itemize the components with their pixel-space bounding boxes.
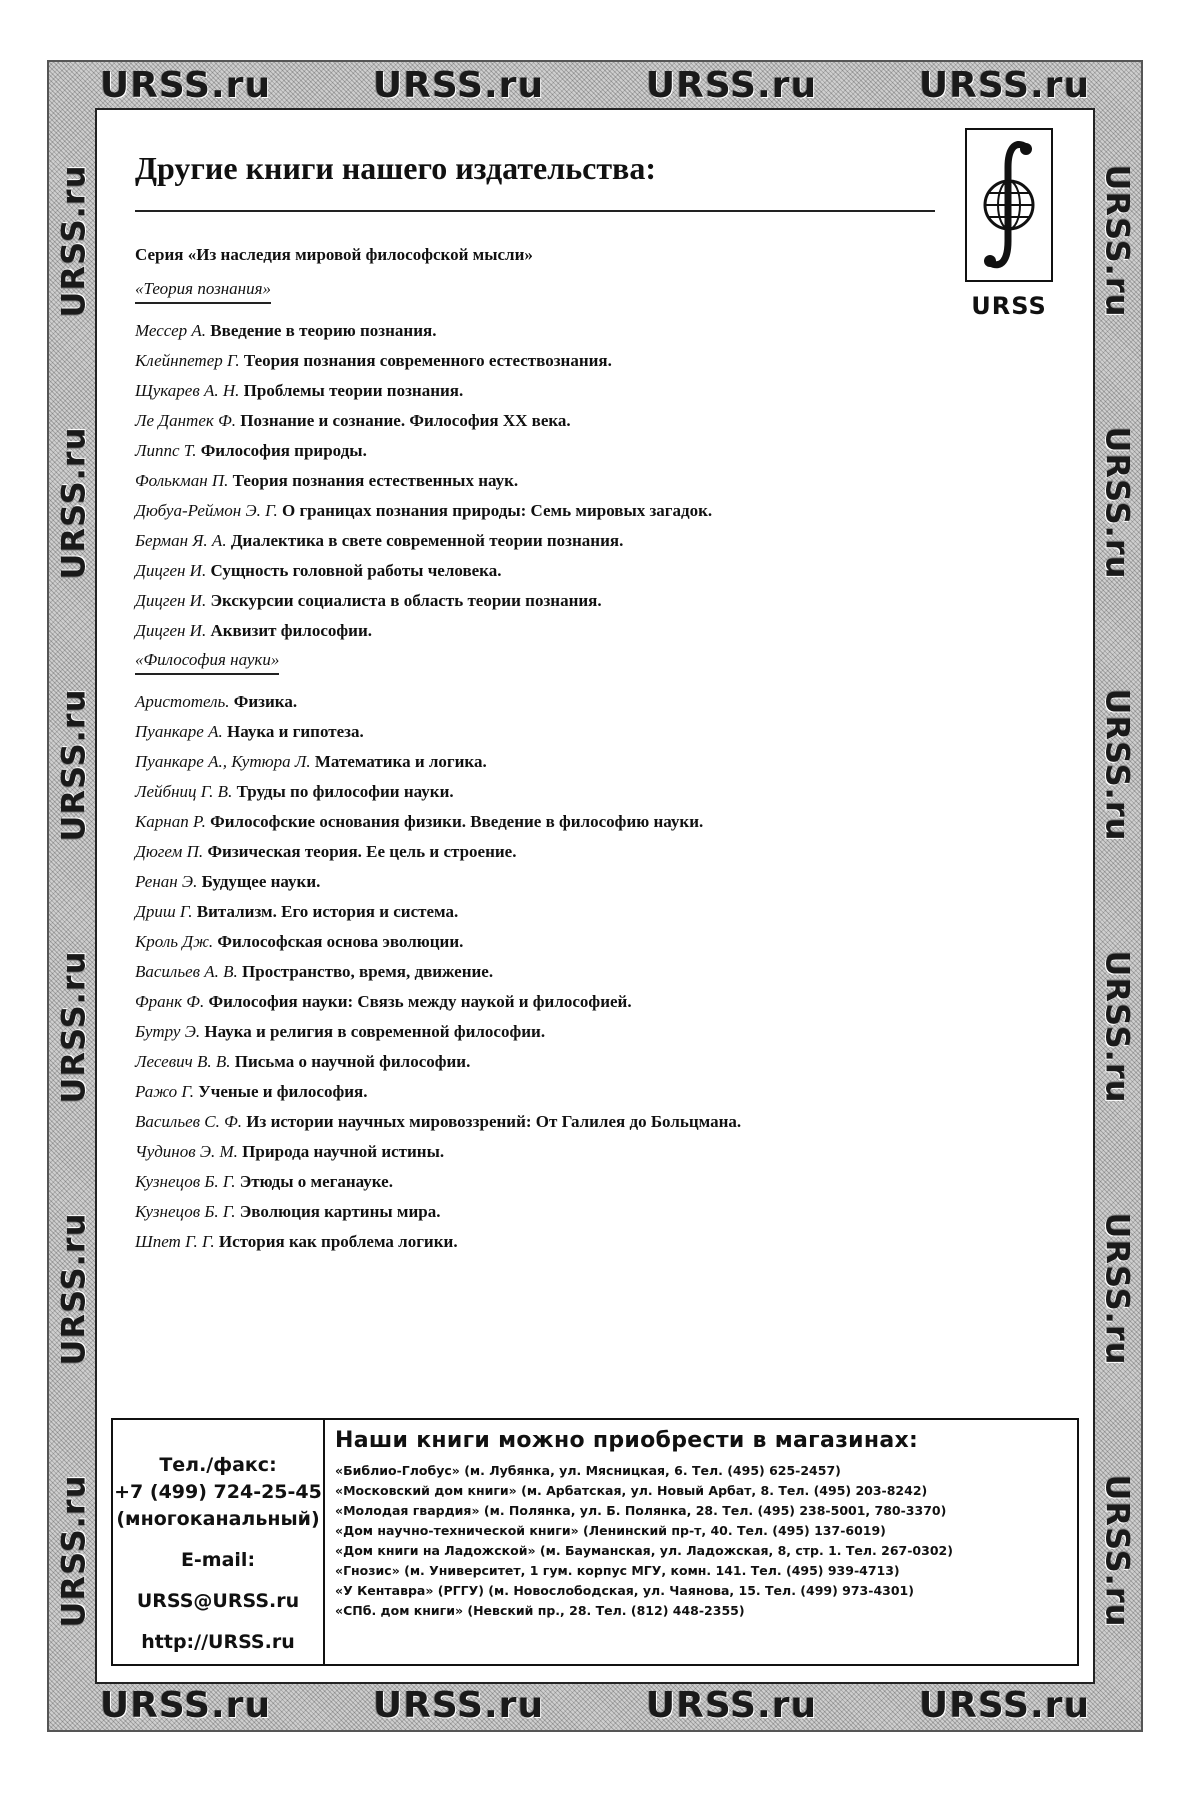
watermark-text: URSS.ru <box>1098 164 1136 318</box>
book-entry <box>135 1227 955 1257</box>
book-author: Дицген И. <box>135 591 207 610</box>
book-entry <box>135 346 955 376</box>
book-title: Экскурсии социалиста в область теории познания. <box>210 591 602 610</box>
book-author: Клейнпетер Г. <box>135 351 240 370</box>
book-section <box>135 275 955 646</box>
book-title: Наука и религия в современной философии. <box>204 1022 546 1041</box>
book-title: Философия природы. <box>200 441 367 460</box>
book-author: Кузнецов Б. Г. <box>135 1202 236 1221</box>
book-author: Бутру Э. <box>135 1022 201 1041</box>
book-author: Кузнецов Б. Г. <box>135 1172 236 1191</box>
contacts-gap <box>113 1574 323 1588</box>
book-title: Введение в теорию познания. <box>210 321 437 340</box>
phone-label: Тел./факс: <box>159 1454 277 1476</box>
book-author: Ренан Э. <box>135 872 198 891</box>
watermark-text: URSS.ru <box>645 1685 818 1726</box>
book-title: Ученые и философия. <box>198 1082 368 1101</box>
book-title: Наука и гипотеза. <box>226 722 364 741</box>
book-entry <box>135 807 955 837</box>
book-author: Лейбниц Г. В. <box>135 782 233 801</box>
book-author: Пуанкаре А. <box>135 722 223 741</box>
book-title: Письма о научной философии. <box>234 1052 471 1071</box>
stores-box <box>111 1418 1079 1666</box>
book-author: Щукарев А. Н. <box>135 381 240 400</box>
book-title: Будущее науки. <box>201 872 321 891</box>
book-entry <box>135 1197 955 1227</box>
website-url: http://URSS.ru <box>141 1631 295 1653</box>
book-author: Дицген И. <box>135 561 207 580</box>
watermark-text: URSS.ru <box>1098 950 1136 1104</box>
watermark-text: URSS.ru <box>54 950 92 1104</box>
watermark-text: URSS.ru <box>1098 426 1136 580</box>
book-entry <box>135 867 955 897</box>
book-author: Васильев А. В. <box>135 962 238 981</box>
book-entry <box>135 957 955 987</box>
book-title: Философские основания физики. Введение в философию науки. <box>210 812 704 831</box>
urss-logo <box>959 128 1059 320</box>
watermark-text: URSS.ru <box>372 65 545 106</box>
shop-item: «Дом книги на Ладожской» (м. Бауманская, ул. Ладожская, 8, стр. 1. Тел. 267-0302) <box>335 1543 953 1558</box>
book-title: Познание и сознание. Философия XX века. <box>240 411 571 430</box>
book-author: Дюгем П. <box>135 842 204 861</box>
book-entry <box>135 747 955 777</box>
book-entry <box>135 897 955 927</box>
book-entry <box>135 927 955 957</box>
book-entry <box>135 1167 955 1197</box>
book-author: Пуанкаре А., Кутюра Л. <box>135 752 311 771</box>
book-title: Теория познания современного естествознания. <box>243 351 612 370</box>
heading-rule <box>135 210 935 212</box>
shop-item: «СПб. дом книги» (Невский пр., 28. Тел. (812) 448-2355) <box>335 1603 745 1618</box>
book-entry <box>135 496 955 526</box>
catalog-page <box>95 108 1095 1684</box>
watermark-text: URSS.ru <box>54 426 92 580</box>
watermark-text: URSS.ru <box>1098 688 1136 842</box>
book-author: Франк Ф. <box>135 992 205 1011</box>
book-title: Математика и логика. <box>314 752 487 771</box>
book-entry <box>135 376 955 406</box>
book-author: Лесевич В. В. <box>135 1052 231 1071</box>
section-title: «Теория познания» <box>135 279 271 304</box>
contacts-gap <box>113 1533 323 1547</box>
book-entry <box>135 777 955 807</box>
book-entry <box>135 987 955 1017</box>
book-entry <box>135 1047 955 1077</box>
watermark-text: URSS.ru <box>918 65 1091 106</box>
email-label: E-mail: <box>180 1549 256 1571</box>
book-title: Философия науки: Связь между наукой и философией. <box>208 992 632 1011</box>
sections-container <box>135 275 955 1257</box>
book-title: Философская основа эволюции. <box>217 932 464 951</box>
book-author: Дриш Г. <box>135 902 193 921</box>
series-title: Серия «Из наследия мировой философской мысли» <box>135 245 533 264</box>
book-author: Дюбуа-Реймон Э. Г. <box>135 501 278 520</box>
book-list <box>135 245 955 1257</box>
phone-number: +7 (499) 724-25-45 <box>114 1481 322 1503</box>
book-entry <box>135 687 955 717</box>
book-title: Эволюция картины мира. <box>239 1202 441 1221</box>
book-author: Васильев С. Ф. <box>135 1112 243 1131</box>
book-section <box>135 646 955 1257</box>
watermark-row-bottom <box>49 1682 1141 1730</box>
watermark-text: URSS.ru <box>54 164 92 318</box>
book-entry <box>135 717 955 747</box>
book-author: Липпс Т. <box>135 441 197 460</box>
watermark-text: URSS.ru <box>1098 1212 1136 1366</box>
book-entry <box>135 406 955 436</box>
book-entry <box>135 1077 955 1107</box>
book-title: Пространство, время, движение. <box>242 962 494 981</box>
logo-text: URSS <box>971 292 1047 320</box>
watermark-column-left <box>49 110 97 1682</box>
shop-item: «Дом научно-технической книги» (Ленинский пр-т, 40. Тел. (495) 137-6019) <box>335 1523 886 1538</box>
phone-note: (многоканальный) <box>116 1508 320 1530</box>
book-title: О границах познания природы: Семь мировых загадок. <box>281 501 713 520</box>
book-entry <box>135 436 955 466</box>
book-author: Ражо Г. <box>135 1082 195 1101</box>
book-title: Труды по философии науки. <box>236 782 454 801</box>
shop-item: «У Кентавра» (РГГУ) (м. Новослободская, ул. Чаянова, 15. Тел. (499) 973-4301) <box>335 1583 914 1598</box>
book-title: История как проблема логики. <box>218 1232 458 1251</box>
watermark-row-top <box>49 62 1141 110</box>
book-author: Дицген И. <box>135 621 207 640</box>
watermark-text: URSS.ru <box>99 1685 272 1726</box>
book-entry <box>135 1137 955 1167</box>
shop-list <box>335 1461 1069 1621</box>
watermark-text: URSS.ru <box>1098 1474 1136 1628</box>
book-entry <box>135 556 955 586</box>
shop-item: «Московский дом книги» (м. Арбатская, ул. Новый Арбат, 8. Тел. (495) 203-8242) <box>335 1483 928 1498</box>
book-entry <box>135 466 955 496</box>
book-entry <box>135 837 955 867</box>
book-entry <box>135 316 955 346</box>
book-title: Физическая теория. Ее цель и строение. <box>207 842 517 861</box>
email-address: URSS@URSS.ru <box>136 1590 300 1612</box>
watermark-text: URSS.ru <box>918 1685 1091 1726</box>
watermark-text: URSS.ru <box>54 1212 92 1366</box>
book-title: Этюды о меганауке. <box>239 1172 393 1191</box>
watermark-text: URSS.ru <box>372 1685 545 1726</box>
book-author: Берман Я. А. <box>135 531 227 550</box>
watermark-column-right <box>1093 110 1141 1682</box>
watermark-text: URSS.ru <box>54 688 92 842</box>
book-entry <box>135 1107 955 1137</box>
book-entry <box>135 1017 955 1047</box>
book-entry <box>135 586 955 616</box>
watermark-text: URSS.ru <box>99 65 272 106</box>
book-title: Природа научной истины. <box>242 1142 445 1161</box>
book-author: Мессер А. <box>135 321 207 340</box>
book-title: Проблемы теории познания. <box>243 381 464 400</box>
book-entry <box>135 526 955 556</box>
book-author: Фолькман П. <box>135 471 229 490</box>
book-title: Сущность головной работы человека. <box>210 561 502 580</box>
shops-panel <box>325 1420 1077 1664</box>
book-entry <box>135 616 955 646</box>
book-title: Аквизит философии. <box>210 621 372 640</box>
contacts-gap <box>113 1615 323 1629</box>
watermark-text: URSS.ru <box>645 65 818 106</box>
shop-item: «Библио-Глобус» (м. Лубянка, ул. Мясницкая, 6. Тел. (495) 625-2457) <box>335 1463 841 1478</box>
contacts-panel <box>113 1420 325 1664</box>
book-title: Теория познания естественных наук. <box>232 471 519 490</box>
book-author: Аристотель. <box>135 692 230 711</box>
integral-globe-icon <box>974 137 1044 273</box>
book-title: Диалектика в свете современной теории познания. <box>230 531 624 550</box>
book-author: Ле Дантек Ф. <box>135 411 237 430</box>
shop-item: «Молодая гвардия» (м. Полянка, ул. Б. Полянка, 28. Тел. (495) 238-5001, 780-3370) <box>335 1503 947 1518</box>
book-author: Шпет Г. Г. <box>135 1232 215 1251</box>
section-title: «Философия науки» <box>135 650 279 675</box>
shop-item: «Гнозис» (м. Университет, 1 гум. корпус МГУ, комн. 141. Тел. (495) 939-4713) <box>335 1563 900 1578</box>
book-title: Из истории научных мировоззрений: От Галилея до Больцмана. <box>246 1112 742 1131</box>
watermark-text: URSS.ru <box>54 1474 92 1628</box>
book-title: Физика. <box>233 692 298 711</box>
page-heading: Другие книги нашего издательства: <box>135 150 656 186</box>
book-author: Чудинов Э. М. <box>135 1142 238 1161</box>
book-author: Кроль Дж. <box>135 932 214 951</box>
logo-emblem <box>965 128 1053 282</box>
shops-title: Наши книги можно приобрести в магазинах: <box>335 1428 919 1453</box>
book-author: Карнап Р. <box>135 812 206 831</box>
book-title: Витализм. Его история и система. <box>196 902 459 921</box>
